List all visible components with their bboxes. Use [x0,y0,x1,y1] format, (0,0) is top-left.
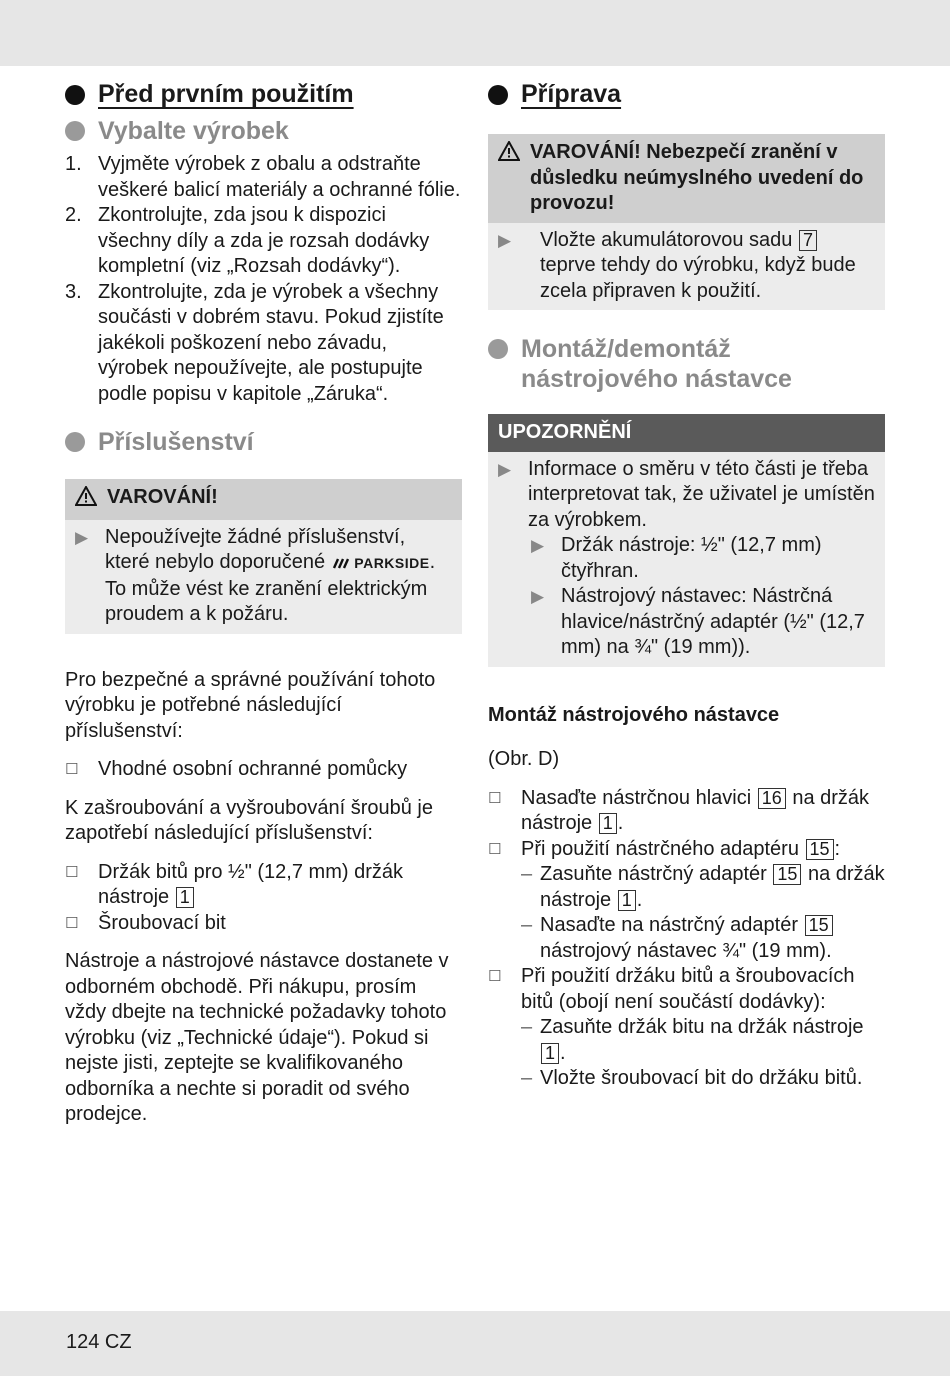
list-item: ☐ Při použití nástrčného adaptéru 15 : [488,837,885,863]
checkbox-list [488,786,885,1092]
part-number-ref: 15 [806,839,834,860]
warning-triangle-icon [498,141,522,217]
section-heading-preparation: Příprava [488,78,885,112]
square-bullet-icon: ☐ [65,761,79,778]
sub-list-item: – Zasuňte nástrčný adaptér 15 na držák nástroje 1 . [521,863,885,911]
right-column [488,78,885,1092]
part-number-ref: 15 [773,864,801,885]
square-bullet-icon: ☐ [65,863,79,881]
checkbox-list [65,860,462,937]
subheading-mount-attachment: Montáž/demontáž nástrojového nástavce [488,334,885,394]
figure-reference: (Obr. D) [488,748,560,770]
warning-item: ▶ Vložte akumulátorovou sadu 7 teprve tehdy do výrobku, když bude zcela připraven k použití. [498,228,875,305]
arrow-right-icon: ▶ [75,527,89,547]
arrow-right-icon: ▶ [498,230,512,250]
list-item: ☐ Držák bitů pro ½" (12,7 mm) držák nástroje 1 [65,860,462,911]
sub-list-item: – Vložte šroubovací bit do držáku bitů. [521,1067,863,1089]
bullet-dot-icon [488,85,508,105]
bullet-dot-icon [488,339,508,359]
square-bullet-icon: ☐ [488,968,502,985]
note-box [488,414,885,667]
warning-header: VAROVÁNÍ! [65,479,462,520]
list-item: ☐ Při použití držáku bitů a šroubovacích bitů (obojí není součástí dodávky): [488,964,885,1015]
warning-header: VAROVÁNÍ! Nebezpečí zranění v důsledku neúmyslného uvedení do provozu! [488,134,885,223]
arrow-right-icon: ▶ [531,536,545,555]
warning-box [65,479,462,634]
warning-triangle-icon [75,486,99,514]
note-subitem: ▶ Nástrojový nástavec: Nástrčná hlavice/nástrčný adaptér (½" (12,7 mm) na ¾" (19 mm)). [498,584,875,661]
warning-box [488,134,885,310]
arrow-right-icon: ▶ [531,587,545,606]
part-number-ref: 7 [799,230,817,251]
square-bullet-icon: ☐ [65,914,79,932]
checkbox-list [65,757,462,783]
list-item: ☐ Šroubovací bit [65,911,462,937]
sub-list-item: – Zasuňte držák bitu na držák nástroje 1 . [521,1016,864,1064]
warning-item: ▶ Nepoužívejte žádné příslušenství, které nebylo doporučené PARKSIDE. To může vést ke zranění elektrickým proudem a k požáru. [75,525,452,628]
subheading-mount-procedure: Montáž nástrojového nástavce [488,703,780,726]
bullet-dot-icon [65,121,85,141]
unpack-steps [65,152,462,407]
page-number: 124 CZ [66,1331,132,1353]
list-item: ☐ Vhodné osobní ochranné pomůcky [65,757,462,783]
part-number-ref: 1 [176,887,194,908]
list-item: ☐ Nasaďte nástrčnou hlavici 16 na držák nástroje 1 . [488,786,885,837]
part-number-ref: 16 [758,788,786,809]
paragraph: K zašroubování a vyšroubování šroubů je zapotřebí následující příslušenství: [65,796,433,844]
subheading-accessories: Příslušenství [65,427,462,457]
bullet-dot-icon [65,85,85,105]
left-column [65,78,462,1128]
list-item: 1. Vyjměte výrobek z obalu a odstraňte veškeré balicí materiály a ochranné fólie. [65,153,461,201]
note-subitem: ▶ Držák nástroje: ½" (12,7 mm) čtyřhran. [498,533,875,584]
paragraph: Pro bezpečné a správné používání tohoto výrobku je potřebné následující příslušenství: [65,668,436,742]
square-bullet-icon: ☐ [488,840,502,858]
note-header: UPOZORNĚNÍ [488,414,885,452]
subheading-unpack: Vybalte výrobek [65,116,462,146]
bullet-dot-icon [65,432,85,452]
part-number-ref: 1 [599,813,617,834]
part-number-ref: 1 [618,890,636,911]
part-number-ref: 1 [541,1043,559,1064]
square-bullet-icon: ☐ [488,789,502,807]
note-item: ▶ Informace o směru v této části je třeba interpretovat tak, že uživatel je umístěn za výrobkem. [498,457,875,534]
sub-list-item: – Nasaďte na nástrčný adaptér 15 nástrojový nástavec ¾" (19 mm). [521,914,832,962]
arrow-right-icon: ▶ [498,459,512,479]
list-item: 2. Zkontrolujte, zda jsou k dispozici všechny díly a zda je rozsah dodávky kompletní (viz „Rozsah dodávky“). [65,204,430,277]
top-band [0,0,950,66]
section-heading-before-first-use: Před prvním použitím [65,78,462,112]
list-item: 3. Zkontrolujte, zda je výrobek a všechny součásti v dobrém stavu. Pokud zjistíte jakékoli poškození nebo závadu, výrobek nepoužívejte, ale postupujte podle popisu v kapitole „Záruka“. [65,280,444,405]
bottom-band [0,1311,950,1376]
parkside-logo: PARKSIDE [331,551,430,573]
part-number-ref: 15 [805,915,833,936]
paragraph: Nástroje a nástrojové nástavce dostanete v odborném obchodě. Při nákupu, prosím vždy dbejte na technické požadavky tohoto výrobku (viz „Technické údaje“). Pokud si nejste jisti, zeptejte se kvalifikovaného odborníka a nechte si poradit od svého prodejce. [65,950,449,1125]
